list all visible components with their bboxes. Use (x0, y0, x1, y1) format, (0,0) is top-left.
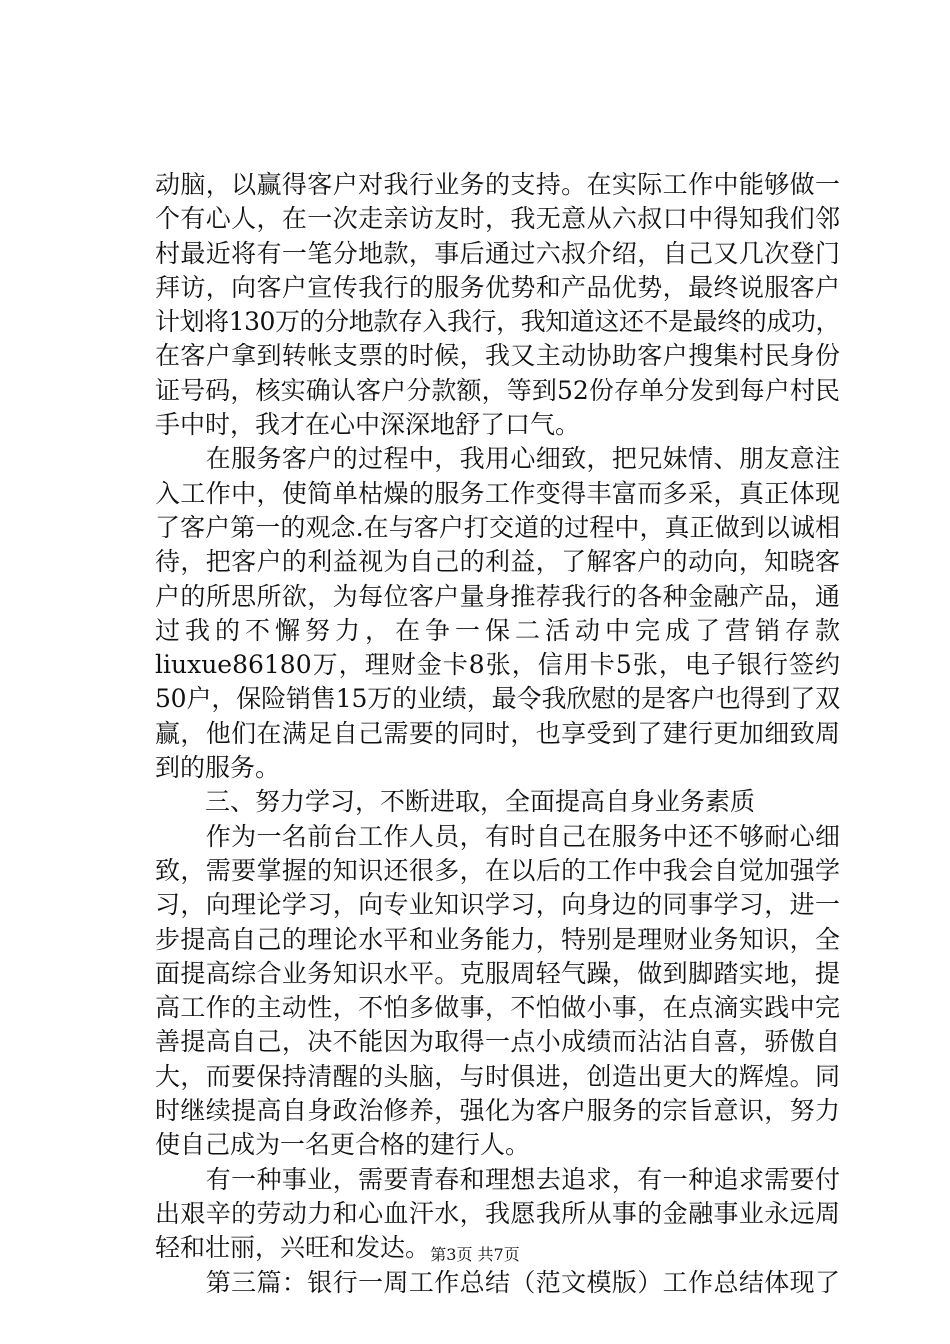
text-line: 作为一名前台工作人员，有时自己在服务中还不够耐心细 (155, 821, 840, 851)
text-line: 了客户第一的观念.在与客户打交道的过程中，真正做到以诚相 (155, 512, 840, 542)
text-line: 待，把客户的利益视为自己的利益，了解客户的动向，知晓客 (155, 547, 840, 577)
text-line: 手中时，我才在心中深深地舒了口气。 (155, 410, 581, 440)
text-line: 在服务客户的过程中，我用心细致，把兄妹情、朋友意注 (155, 444, 840, 474)
document-body (155, 168, 840, 1300)
paragraph-5 (155, 1266, 840, 1300)
text-line: 到的服务。 (155, 753, 281, 783)
text-line: 计划将130万的分地款存入我行，我知道这还不是最终的成功， (155, 307, 840, 337)
text-line: 致，需要掌握的知识还很多，在以后的工作中我会自觉加强学 (155, 855, 840, 885)
paragraph-2 (155, 442, 840, 785)
text-line: 证号码，核实确认客户分款额，等到52份存单分发到每户村民 (155, 375, 840, 405)
text-line: 三、努力学习，不断进取，全面提高自身业务素质 (155, 787, 756, 817)
text-line: 步提高自己的理论水平和业务能力，特别是理财业务知识，全 (155, 924, 840, 954)
text-line: 高工作的主动性，不怕多做事，不怕做小事，在点滴实践中完 (155, 993, 840, 1023)
text-line: 出艰辛的劳动力和心血汗水，我愿我所从事的金融事业永远周 (155, 1198, 840, 1228)
text-line: 第三篇：银行一周工作总结（范文模版）工作总结体现了 (155, 1267, 840, 1297)
text-line: 有一种事业，需要青春和理想去追求，有一种追求需要付 (155, 1164, 840, 1194)
text-line: liuxue86180万，理财金卡8张，信用卡5张，电子银行签约 (155, 650, 840, 680)
text-line: 拜访，向客户宣传我行的服务优势和产品优势，最终说服客户 (155, 272, 840, 302)
text-line: 善提高自己，决不能因为取得一点小成绩而沾沾自喜，骄傲自 (155, 1027, 840, 1057)
text-line: 轻和壮丽，兴旺和发达。 (155, 1233, 431, 1263)
text-line: 入工作中，使简单枯燥的服务工作变得丰富而多采，真正体现 (155, 478, 840, 508)
paragraph-3 (155, 820, 840, 1163)
text-line: 个有心人，在一次走亲访友时，我无意从六叔口中得知我们邻 (155, 204, 840, 234)
text-line: 在客户拿到转帐支票的时候，我又主动协助客户搜集村民身份 (155, 341, 840, 371)
text-line: 大，而要保持清醒的头脑，与时俱进，创造出更大的辉煌。同 (155, 1061, 840, 1091)
text-line: 村最近将有一笔分地款，事后通过六叔介绍，自己又几次登门 (155, 238, 840, 268)
text-line: 户的所思所欲，为每位客户量身推荐我行的各种金融产品，通 (155, 581, 840, 611)
text-line: 动脑，以赢得客户对我行业务的支持。在实际工作中能够做一 (155, 170, 840, 199)
text-line: 习，向理论学习，向专业知识学习，向身边的同事学习，进一 (155, 890, 840, 920)
text-line: 时继续提高自身政治修养，强化为客户服务的宗旨意识，努力 (155, 1096, 840, 1126)
text-line: 过我的不懈努力，在争一保二活动中完成了营销存款 (155, 615, 840, 645)
text-line: 赢，他们在满足自己需要的同时，也享受到了建行更加细致周 (155, 718, 840, 748)
text-line: 使自己成为一名更合格的建行人。 (155, 1130, 531, 1160)
section-heading (155, 785, 840, 819)
text-line: 50户，保险销售15万的业绩，最令我欣慰的是客户也得到了双 (155, 684, 840, 714)
page-number-footer: 第3页 共7页 (430, 1245, 520, 1264)
paragraph-1 (155, 168, 840, 442)
text-line: 面提高综合业务知识水平。克服周轻气躁，做到脚踏实地，提 (155, 958, 840, 988)
